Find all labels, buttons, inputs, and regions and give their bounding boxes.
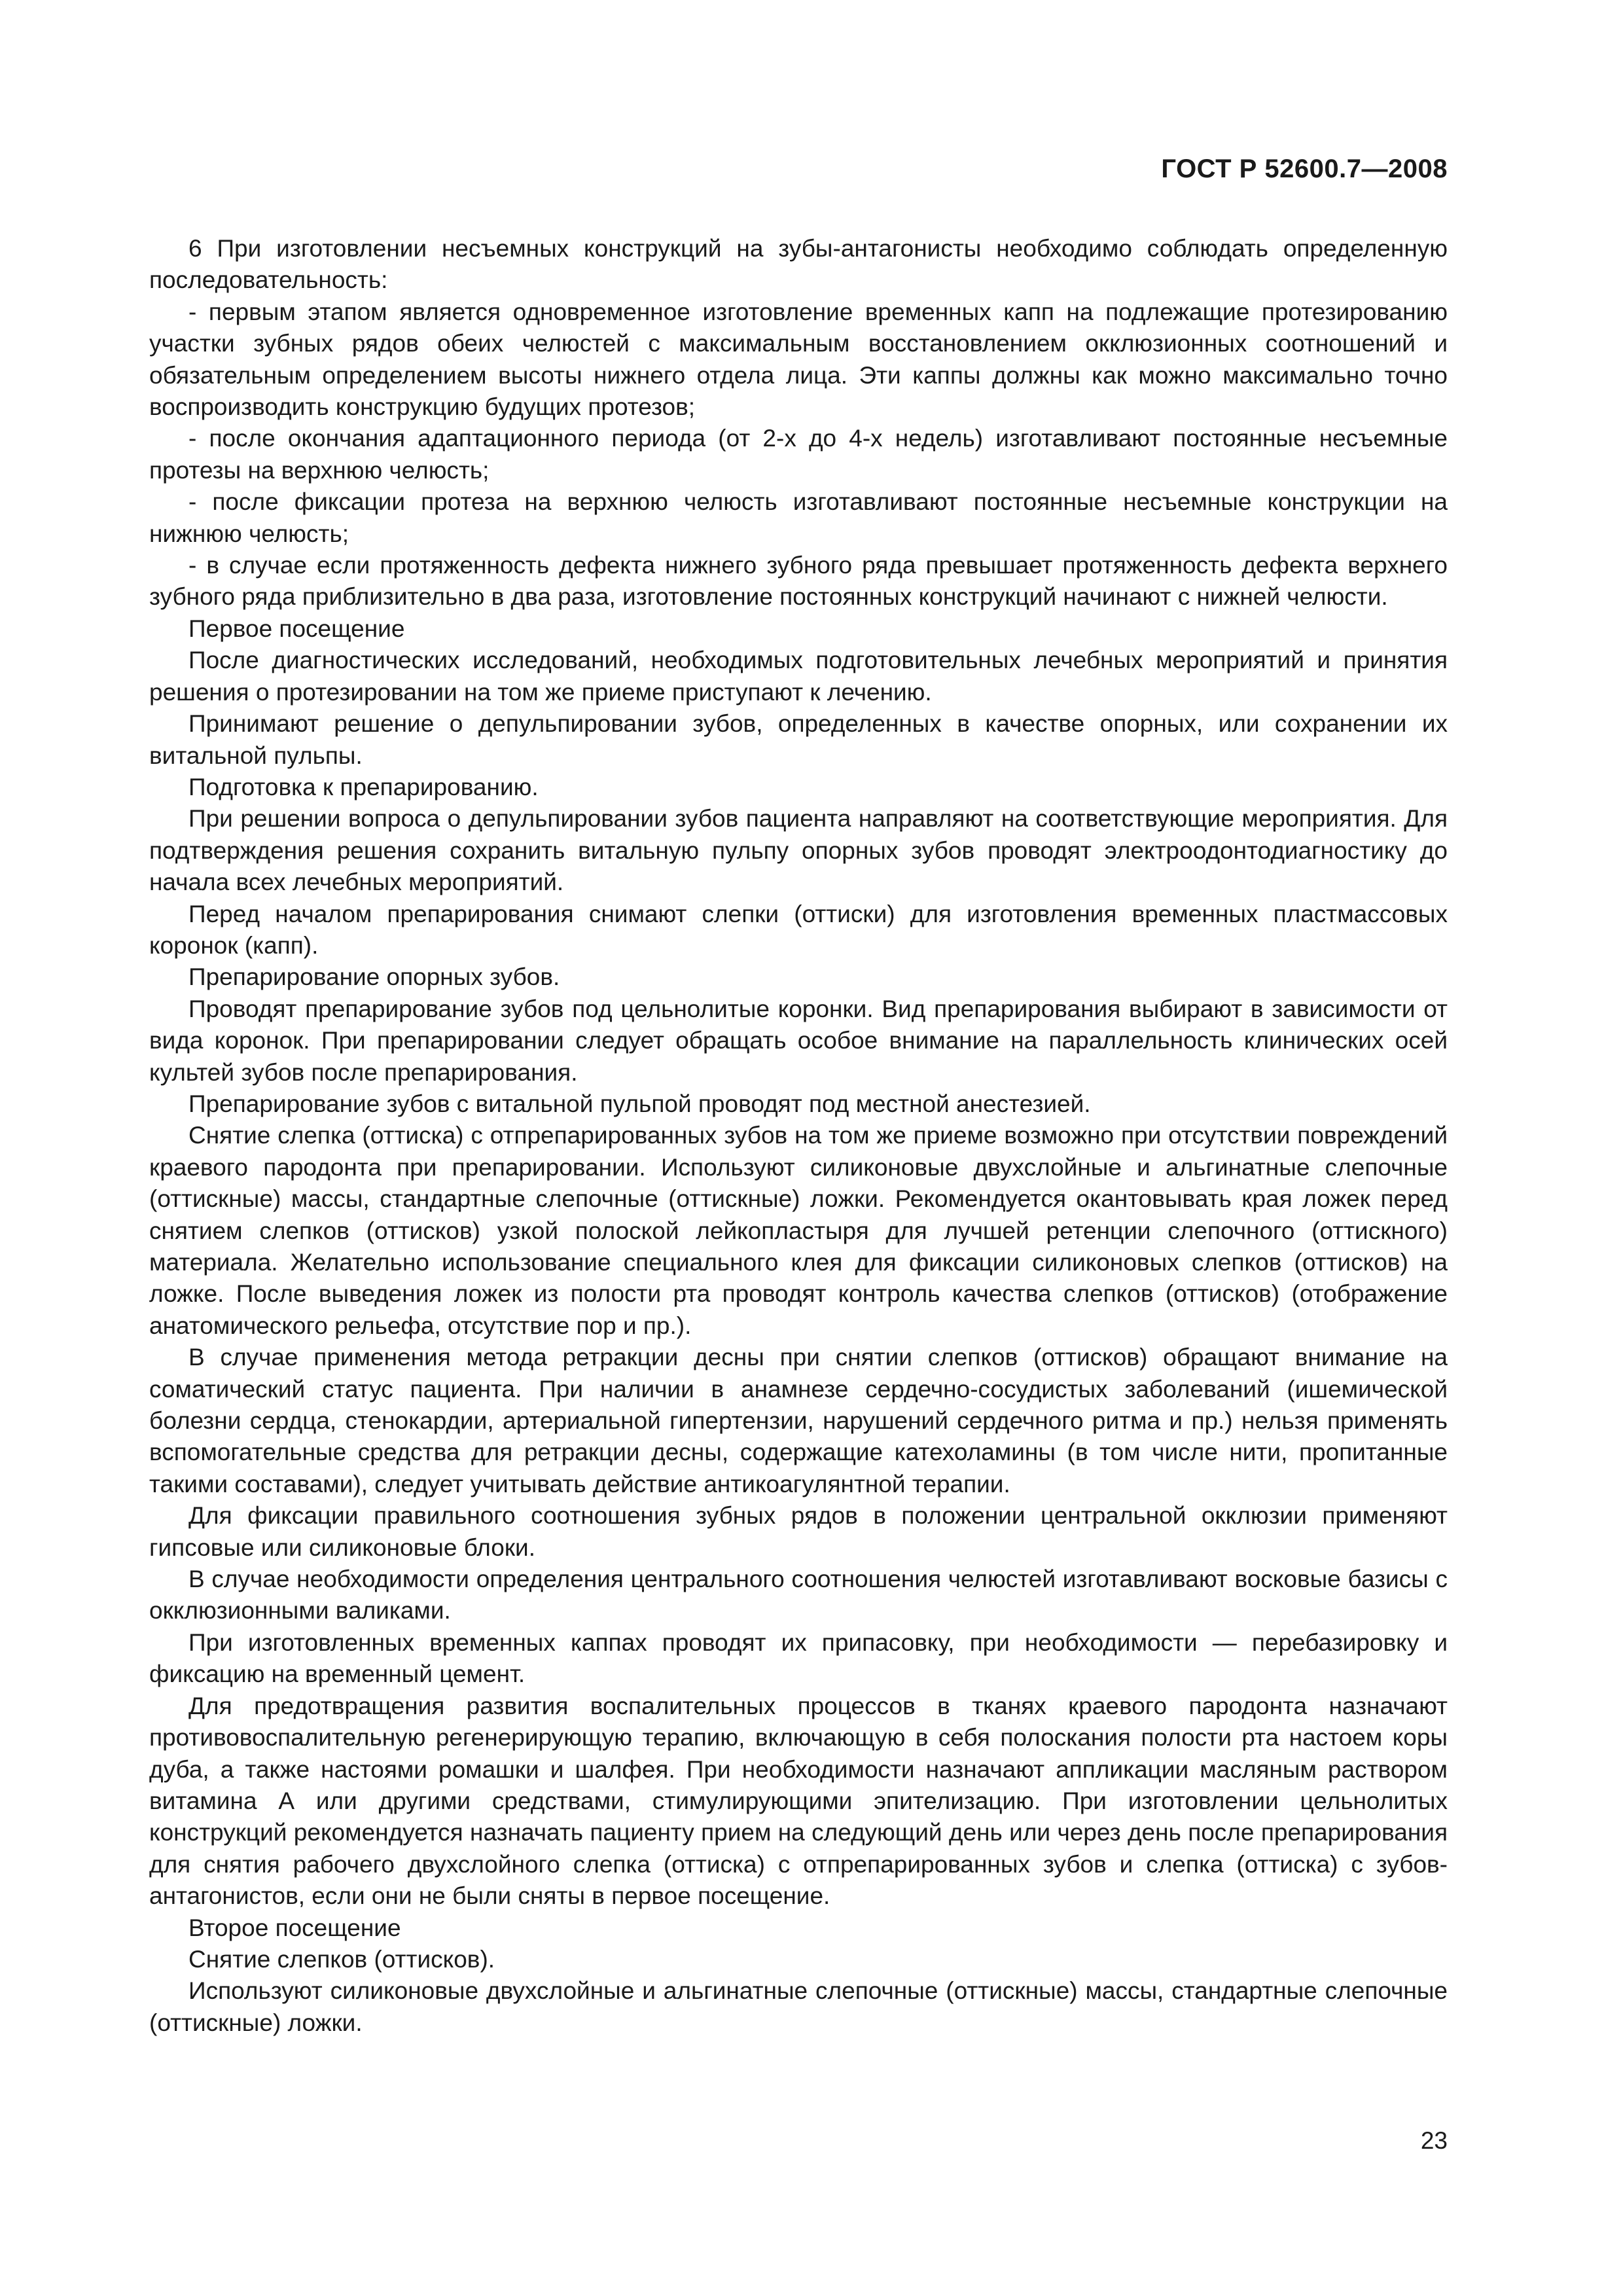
list-item-3: - после фиксации протеза на верхнюю челюсть изготавливают постоянные несъемные конструкции на нижнюю челюсть;	[149, 488, 1448, 547]
first-visit-heading: Первое посещение	[188, 615, 405, 642]
paragraph: После диагностических исследований, необходимых подготовительных лечебных мероприятий и принятия решения о протезировании на том же приеме приступают к лечению.	[149, 647, 1448, 706]
paragraph: Для предотвращения развития воспалительных процессов в тканях краевого пародонта назначают противовоспалительную регенерирующую терапию, включающую в себя полоскания полости рта настоем коры дуба, а также настоями ромашки и шалфея. При необходимости назначают аппликации масляным раствором витамина А или другими средствами, стимулирующими эпителизацию. При изготовлении цельнолитых конструкций рекомендуется назначать пациенту прием на следующий день или через день после препарирования для снятия рабочего двухслойного слепка (оттиска) с отпрепарированных зубов и слепка (оттиска) с зубов-антагонистов, если они не были сняты в первое посещение.	[149, 1692, 1448, 1910]
paragraph: Перед началом препарирования снимают слепки (оттиски) для изготовления временных пластмассовых коронок (капп).	[149, 900, 1448, 959]
list-item-4: - в случае если протяженность дефекта нижнего зубного ряда превышает протяженность дефекта верхнего зубного ряда приблизительно в два раза, изготовление постоянных конструкций начинают с нижней челюсти.	[149, 552, 1448, 611]
page-number: 23	[1420, 2127, 1448, 2154]
paragraph: Для фиксации правильного соотношения зубных рядов в положении центральной окклюзии применяют гипсовые или силиконовые блоки.	[149, 1502, 1448, 1561]
preparation-heading: Подготовка к препарированию.	[188, 773, 539, 800]
paragraph: Проводят препарирование зубов под цельнолитые коронки. Вид препарирования выбирают в зависимости от вида коронок. При препарировании следует обращать особое внимание на параллельность клинических осей культей зубов после препарирования.	[149, 995, 1448, 1086]
list-item-1: - первым этапом является одновременное изготовление временных капп на подлежащие протезированию участки зубных рядов обеих челюстей с максимальным восстановлением окклюзионных соотношений и обязательным определением высоты нижнего отдела лица. Эти каппы должны как можно максимально точно воспроизводить конструкцию будущих протезов;	[149, 298, 1448, 421]
paragraph: При изготовленных временных каппах проводят их припасовку, при необходимости — перебазировку и фиксацию на временный цемент.	[149, 1628, 1448, 1688]
paragraph: Принимают решение о депульпировании зубов, определенных в качестве опорных, или сохранении их витальной пульпы.	[149, 710, 1448, 769]
paragraph: При решении вопроса о депульпировании зубов пациента направляют на соответствующие мероприятия. Для подтверждения решения сохранить витальную пульпу опорных зубов проводят электроодонтодиагностику до начала всех лечебных мероприятий.	[149, 805, 1448, 896]
paragraph: Используют силиконовые двухслойные и альгинатные слепочные (оттискные) массы, стандартные слепочные (оттискные) ложки.	[149, 1977, 1448, 2036]
section-6-intro: 6 При изготовлении несъемных конструкций на зубы-антагонисты необходимо соблюдать определенную последовательность:	[149, 235, 1448, 294]
abutment-preparation-heading: Препарирование опорных зубов.	[188, 963, 560, 991]
second-visit-heading: Второе посещение	[188, 1914, 401, 1941]
paragraph: Препарирование зубов с витальной пульпой проводят под местной анестезией.	[188, 1090, 1091, 1117]
paragraph: Снятие слепка (оттиска) с отпрепарированных зубов на том же приеме возможно при отсутствии повреждений краевого пародонта при препарировании. Используют силиконовые двухслойные и альгинатные слепочные (оттискные) массы, стандартные слепочные (оттискные) ложки. Рекомендуется окантовывать края ложек перед снятием слепков (оттисков) узкой полоской лейкопластыря для лучшей ретенции слепочного (оттискного) материала. Желательно использование специального клея для фиксации силиконовых слепков (оттисков) на ложке. После выведения ложек из полости рта проводят контроль качества слепков (оттисков) (отображение анатомического рельефа, отсутствие пор и пр.).	[149, 1122, 1448, 1339]
paragraph: В случае необходимости определения центрального соотношения челюстей изготавливают восковые базисы с окклюзионными валиками.	[149, 1566, 1448, 1624]
paragraph: В случае применения метода ретракции десны при снятии слепков (оттисков) обращают внимание на соматический статус пациента. При наличии в анамнезе сердечно-сосудистых заболеваний (ишемической болезни сердца, стенокардии, артериальной гипертензии, нарушений сердечного ритма и пр.) нельзя применять вспомогательные средства для ретракции десны, содержащие катехоламины (в том числе нити, пропитанные такими составами), следует учитывать действие антикоагулянтной терапии.	[149, 1344, 1448, 1498]
list-item-2: - после окончания адаптационного периода (от 2-х до 4-х недель) изготавливают постоянные несъемные протезы на верхнюю челюсть;	[149, 425, 1448, 484]
impressions-heading: Снятие слепков (оттисков).	[188, 1945, 495, 1973]
body-text	[149, 233, 1448, 2039]
document-code-header: ГОСТ Р 52600.7—2008	[1161, 154, 1448, 183]
